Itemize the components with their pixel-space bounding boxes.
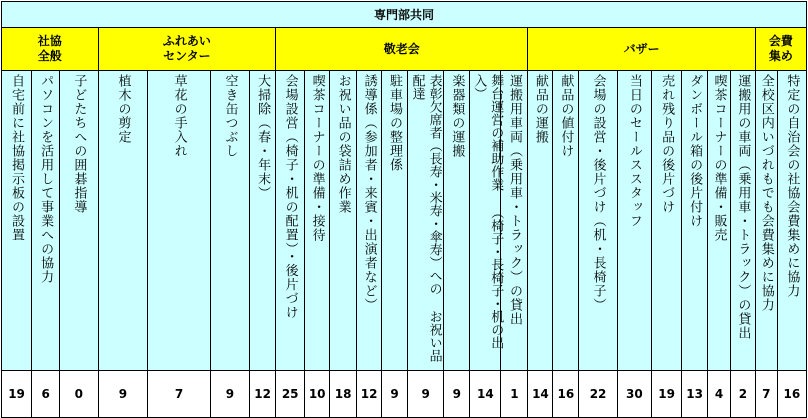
task-cell — [501, 71, 528, 371]
task-cell — [617, 71, 651, 371]
count-cell: 19 — [2, 371, 32, 418]
task-cell — [330, 71, 357, 371]
count-cell: 9 — [408, 371, 444, 418]
task-label: 楽器類の運搬 — [449, 74, 465, 158]
task-label: 特定の自治会の社協会費集めに協力 — [784, 74, 800, 298]
task-label: 会場設営（椅子・机の配置）・後片づけ — [282, 74, 298, 320]
task-cell — [382, 71, 408, 371]
task-label: 会場の設営・後片づけ（机・長椅子） — [590, 74, 606, 312]
count-cell: 6 — [32, 371, 60, 418]
task-cell — [32, 71, 60, 371]
count-cell: 14 — [528, 371, 553, 418]
count-cell: 18 — [330, 371, 357, 418]
count-cell: 10 — [305, 371, 330, 418]
group-bazaar: バザー — [528, 28, 755, 71]
table-title: 専門部共同 — [2, 2, 807, 28]
count-cell: 7 — [148, 371, 210, 418]
task-label: 大掃除（春・年末） — [255, 74, 271, 200]
count-cell: 30 — [617, 371, 651, 418]
task-cell — [60, 71, 98, 371]
task-label: 売れ残り品の後片づけ — [659, 74, 675, 214]
count-cell: 1 — [501, 371, 528, 418]
count-cell: 12 — [357, 371, 382, 418]
volunteer-table — [1, 1, 807, 418]
task-cell — [357, 71, 382, 371]
task-cell — [682, 71, 708, 371]
group-membership-fee: 会費 集め — [755, 28, 806, 71]
task-cell — [553, 71, 579, 371]
task-label: ダンボール箱の後片付け — [687, 74, 703, 228]
task-cell — [305, 71, 330, 371]
task-label: 誘導係（参加者・来賓・出演者など） — [361, 74, 377, 312]
task-cell — [730, 71, 755, 371]
task-cell — [579, 71, 617, 371]
task-cell — [755, 71, 777, 371]
task-label: 空き缶つぶし — [222, 74, 238, 158]
task-cell — [708, 71, 731, 371]
count-cell: 22 — [579, 371, 617, 418]
task-label: 喫茶コーナーの準備・販売 — [711, 74, 727, 242]
count-cell: 12 — [250, 371, 276, 418]
count-cell: 9 — [98, 371, 148, 418]
task-label: 舞台運営の補助作業 （椅子・長椅子・机の出入） — [471, 74, 504, 349]
task-label: 駐車場の整理係 — [387, 74, 403, 172]
count-cell: 14 — [470, 371, 501, 418]
task-label: お祝い品の袋詰め作業 — [335, 74, 351, 214]
task-label: 献品の運搬 — [532, 74, 548, 144]
task-cell — [2, 71, 32, 371]
task-label: 表彰欠席者（長寿・米寿・傘寿）への お祝い品配達 — [409, 74, 442, 362]
task-cell — [777, 71, 806, 371]
task-cell — [444, 71, 470, 371]
count-cell: 16 — [777, 371, 806, 418]
task-cell — [408, 71, 444, 371]
count-cell: 9 — [210, 371, 249, 418]
task-label: 子どたちへの囲碁指導 — [71, 74, 87, 214]
count-cell: 13 — [682, 371, 708, 418]
task-label: 喫茶コーナーの準備・接待 — [309, 74, 325, 242]
task-cell — [276, 71, 305, 371]
task-label: 全校区内いづれもでも会費集めに協力 — [758, 74, 774, 312]
task-cell — [98, 71, 148, 371]
task-label: 草花の手入れ — [171, 74, 187, 158]
task-label: 当日のセールススタッフ — [626, 74, 642, 228]
task-label: 運搬用車両（乗用車・トラック）の貸出 — [506, 74, 522, 326]
group-fureai-center: ふれあい センター — [98, 28, 276, 71]
task-cell — [250, 71, 276, 371]
task-label: 運搬用の車両（乗用車・トラック）の貸出 — [735, 74, 751, 340]
task-label: 植木の剪定 — [115, 74, 131, 144]
count-cell: 19 — [652, 371, 682, 418]
count-cell: 2 — [730, 371, 755, 418]
task-cell — [652, 71, 682, 371]
task-cell — [528, 71, 553, 371]
count-cell: 7 — [755, 371, 777, 418]
count-cell: 9 — [382, 371, 408, 418]
task-label: パソコンを活用して事業への協力 — [38, 74, 54, 284]
count-cell: 0 — [60, 371, 98, 418]
task-cell — [148, 71, 210, 371]
task-label: 自宅前に社協掲示板の設置 — [9, 74, 25, 242]
task-cell — [470, 71, 504, 371]
task-cell — [210, 71, 249, 371]
count-cell: 25 — [276, 371, 305, 418]
group-general: 社協 全般 — [2, 28, 99, 71]
count-cell: 9 — [444, 371, 470, 418]
task-label: 献品の値付け — [558, 74, 574, 158]
count-cell: 4 — [708, 371, 731, 418]
group-keirokai: 敬老会 — [276, 28, 528, 71]
count-cell: 16 — [553, 371, 579, 418]
